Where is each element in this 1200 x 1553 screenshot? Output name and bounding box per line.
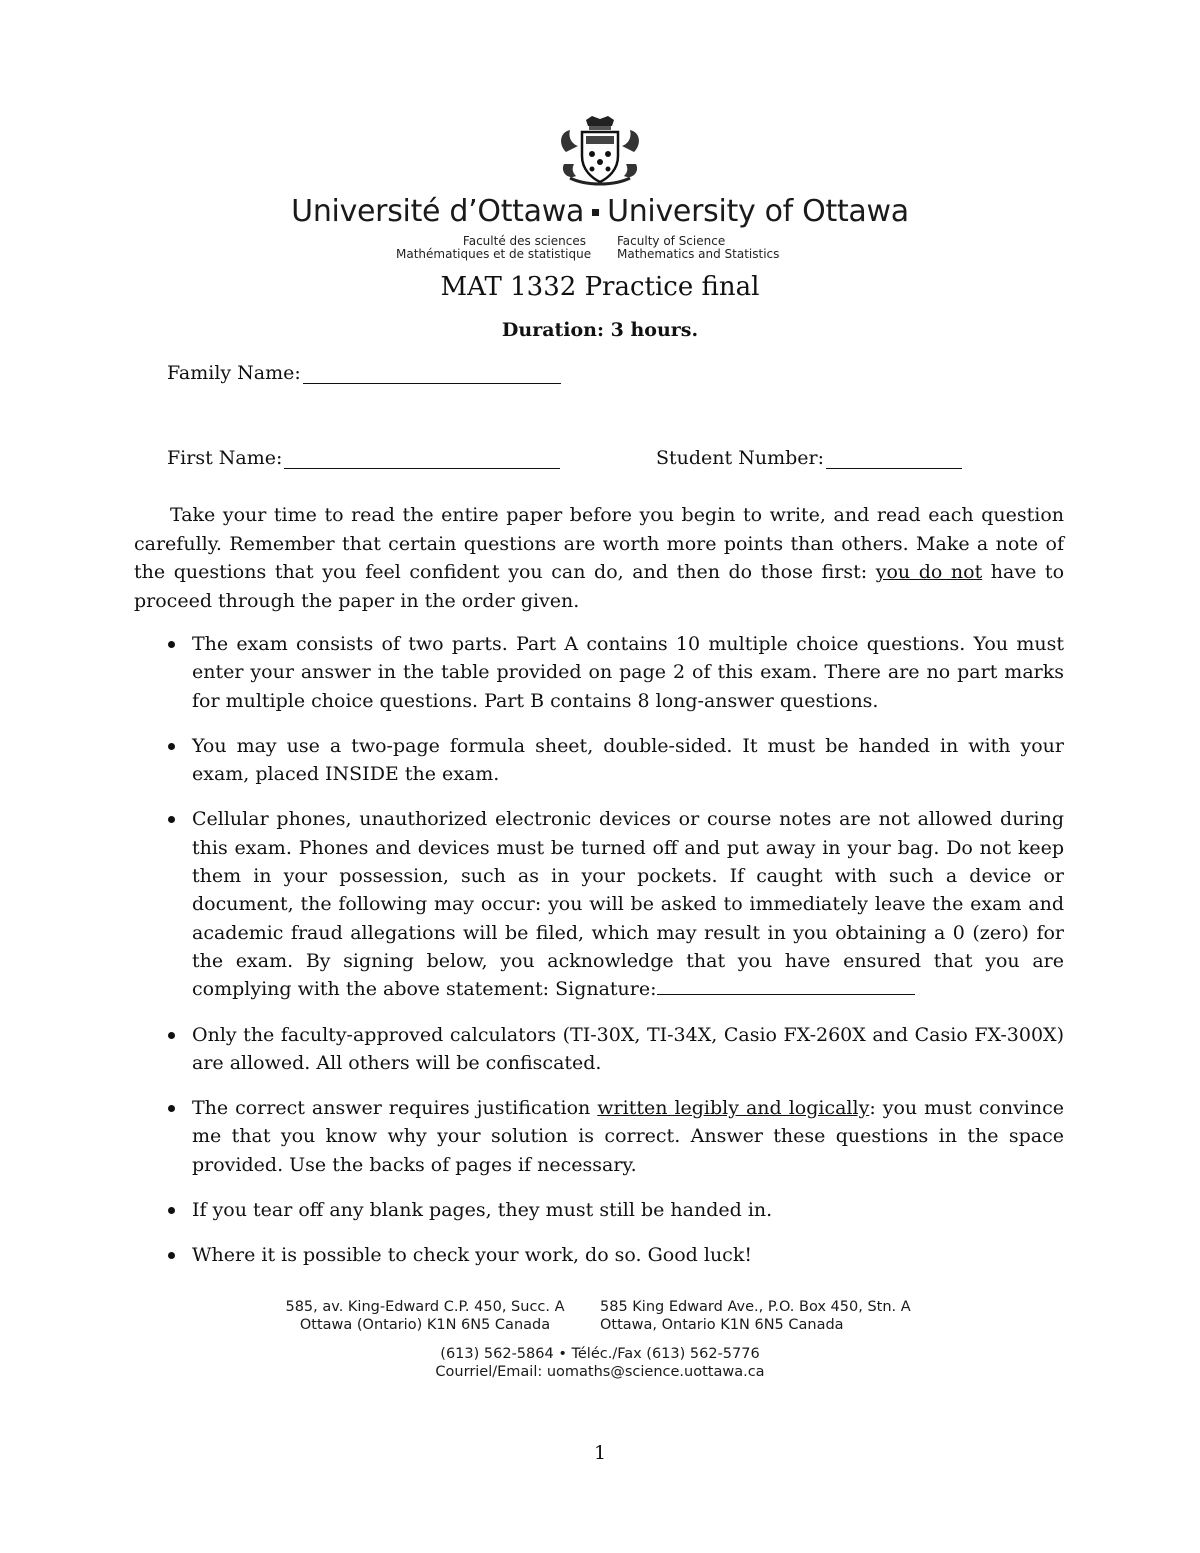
bullet-dot xyxy=(168,1032,175,1039)
instruction-text: Cellular phones, unauthorized electronic devices or course notes are not allowed during this exam. Phones and devices must be turned off and put away in your bag. Do not keep them in your possession, such as in your pockets. If caught with such a device or document, the following may occur: you will be asked to immediately leave the exam and academic fraud allegations will be filed, which may result in you obtaining a 0 (zero) for the exam. By signing below, you acknowledge that you have ensured that you are complying with the above statement: Signature: xyxy=(192,808,1064,1001)
instruction-item xyxy=(134,1021,1064,1078)
instruction-text: You may use a two-page formula sheet, double-sided. It must be handed in with your exam, placed INSIDE the exam. xyxy=(192,734,1064,786)
instruction-item xyxy=(134,630,1064,715)
student-number-field xyxy=(656,447,962,469)
exam-title: MAT 1332 Practice final xyxy=(440,272,760,302)
exam-duration: Duration: 3 hours. xyxy=(501,319,699,341)
instruction-text-1: The correct answer requires justification xyxy=(192,1097,598,1120)
instruction-underlined: written legibly and logically xyxy=(597,1097,870,1120)
family-name-label: Family Name: xyxy=(167,362,301,384)
separator-dot xyxy=(592,209,599,216)
instruction-text: The exam consists of two parts. Part A contains 10 multiple choice questions. You must enter your answer in the table provided on page 2 of this exam. There are no part marks for multiple choice questions. Part B contains 8 long-answer questions. xyxy=(192,633,1064,712)
instruction-text-2: : you must convince me that you know why your solution is correct. Answer these questions in the space provided. Use the backs of pages if necessary. xyxy=(192,1097,1064,1176)
university-name xyxy=(0,194,1200,229)
university-crest-icon xyxy=(556,114,644,186)
instruction-item xyxy=(134,732,1064,789)
bullet-dot xyxy=(168,1252,175,1259)
student-number-line xyxy=(826,448,962,469)
intro-text-2: have to proceed through the paper in the order given. xyxy=(134,561,1065,612)
address-en-line-1: 585 King Edward Ave., P.O. Box 450, Stn. A xyxy=(600,1299,911,1315)
faculty-en-line-2: Mathematics and Statistics xyxy=(617,247,780,261)
faculty-fr-line-1: Faculté des sciences xyxy=(462,234,586,248)
bullet-dot xyxy=(168,1105,175,1112)
intro-paragraph xyxy=(134,501,1064,615)
student-number-label: Student Number: xyxy=(656,447,824,469)
signature-line xyxy=(657,976,915,995)
bullet-dot xyxy=(168,1207,175,1214)
instruction-text: Where it is possible to check your work, do so. Good luck! xyxy=(192,1244,752,1267)
first-name-field xyxy=(167,447,560,469)
intro-text-1: Take your time to read the entire paper before you begin to write, and read each question carefully. Remember that certain questions are worth more points than others. Make a note of the questions that you feel confident you can do, and then do those first: xyxy=(134,504,1064,583)
instruction-item xyxy=(134,1241,1064,1269)
instruction-text: If you tear off any blank pages, they must still be handed in. xyxy=(192,1199,773,1222)
faculty-fr xyxy=(396,234,592,261)
university-name-fr: Université d’Ottawa xyxy=(291,194,585,229)
address-fr xyxy=(280,1298,570,1334)
bullet-dot xyxy=(168,743,175,750)
bullet-dot xyxy=(168,641,175,648)
instruction-item xyxy=(134,805,1064,1003)
instruction-item xyxy=(134,1196,1064,1224)
first-name-label: First Name: xyxy=(167,447,283,469)
instructions-list xyxy=(134,630,1064,1287)
address-en xyxy=(600,1298,911,1334)
address-fr-line-1: 585, av. King-Edward C.P. 450, Succ. A xyxy=(285,1299,565,1315)
instruction-text: Only the faculty-approved calculators (TI-30X, TI-34X, Casio FX-260X and Casio FX-300X) are allowed. All others will be confiscated. xyxy=(192,1023,1064,1074)
email: Courriel/Email: uomaths@science.uottawa.ca xyxy=(435,1364,765,1380)
intro-underlined: you do not xyxy=(875,561,983,583)
family-name-field xyxy=(167,362,561,384)
bullet-dot xyxy=(168,816,175,823)
phone-fax: (613) 562-5864 • Téléc./Fax (613) 562-5776 xyxy=(440,1346,760,1362)
university-name-en: University of Ottawa xyxy=(607,194,909,229)
address-fr-line-2: Ottawa (Ontario) K1N 6N5 Canada xyxy=(299,1317,551,1333)
contact-info xyxy=(0,1345,1200,1381)
faculty-en xyxy=(617,235,779,261)
faculty-en-line-1: Faculty of Science xyxy=(617,234,726,248)
page-number: 1 xyxy=(593,1442,607,1464)
first-name-line xyxy=(284,448,560,469)
faculty-fr-line-2: Mathématiques et de statistique xyxy=(396,247,592,261)
address-en-line-2: Ottawa, Ontario K1N 6N5 Canada xyxy=(600,1317,844,1333)
instruction-item xyxy=(134,1094,1064,1179)
family-name-line xyxy=(303,363,561,384)
